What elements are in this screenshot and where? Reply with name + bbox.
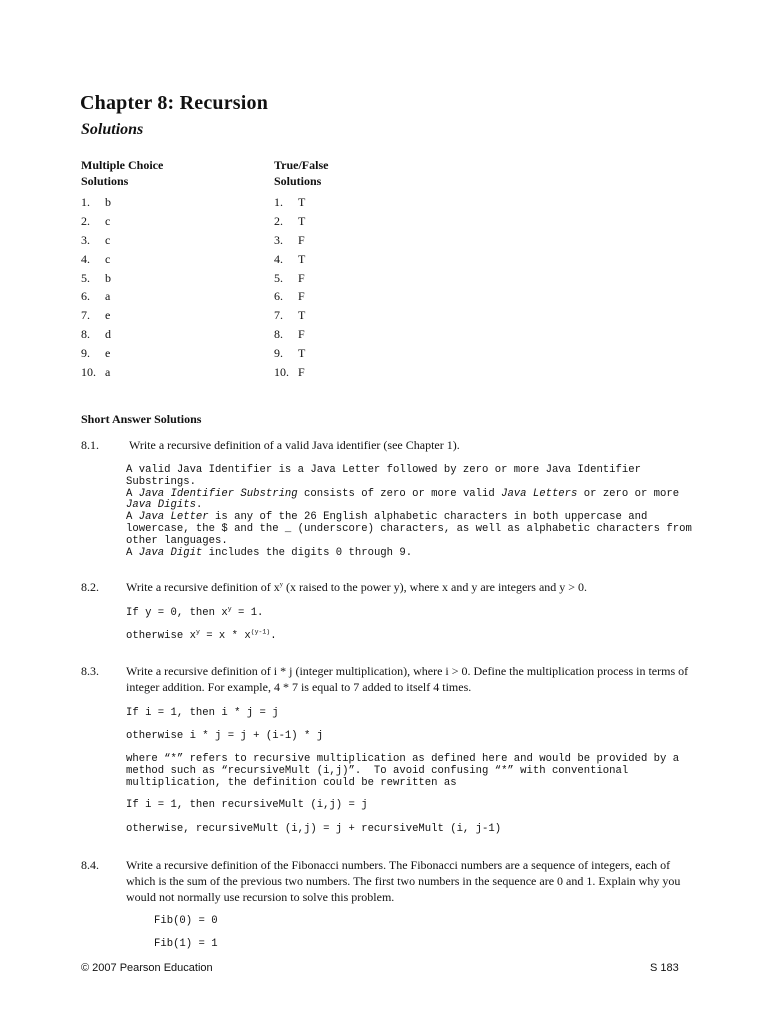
list-item <box>274 212 328 231</box>
answer-text: . <box>270 630 277 642</box>
question-number: 8.1. <box>81 438 99 452</box>
answer-8-3-note: where “*” refers to recursive multiplication as defined here and would be provided by a method such as “recursiveMult (i,j)”. To avoid confusing “*” with conventional multiplication, the definition could be rewritten as <box>126 753 686 789</box>
item-answer: F <box>298 270 305 285</box>
item-number: 2. <box>274 213 283 228</box>
item-number: 10. <box>81 365 96 380</box>
true-false-heading <box>274 157 328 189</box>
true-false-heading-line2: Solutions <box>274 174 322 188</box>
answer-term: Java Digits <box>126 499 196 512</box>
list-item <box>274 344 328 363</box>
answer-text: otherwise x <box>126 630 196 642</box>
answer-8-2-line-1 <box>126 605 701 620</box>
list-item <box>274 306 328 325</box>
item-number: 7. <box>81 308 90 323</box>
true-false-heading-line1: True/False <box>274 158 329 172</box>
answer-term: Java Letter <box>138 511 209 524</box>
answer-text: consists of zero or more valid <box>297 487 502 500</box>
question-text-part: (x raised to the power y), where x and y are integers and y > 0. <box>283 580 588 594</box>
question-text: Write a recursive definition of a valid Java identifier (see Chapter 1). <box>129 438 460 452</box>
item-answer: a <box>105 365 111 380</box>
answer-term: Java Digit <box>138 546 203 559</box>
footer-page-number: S 183 <box>650 962 679 974</box>
question-number: 8.2. <box>81 580 99 594</box>
item-answer: F <box>298 327 305 342</box>
answer-text: = x * x <box>199 630 251 642</box>
item-number: 3. <box>274 232 283 247</box>
answer-line: A valid Java Identifier is a Java Letter followed by zero or more Java Identifier Substrings. <box>126 464 648 488</box>
section-title: Solutions <box>81 121 144 138</box>
item-answer: e <box>105 346 111 361</box>
answer-line <box>126 548 701 560</box>
answer-8-1 <box>126 465 701 559</box>
answer-term: Java Letters <box>501 487 578 500</box>
item-number: 10. <box>274 365 289 380</box>
list-item <box>274 363 328 382</box>
list-item <box>274 193 328 212</box>
item-answer: F <box>298 232 305 247</box>
item-answer: T <box>298 308 306 323</box>
exponent: (y-1) <box>250 628 271 636</box>
answer-8-3-line-1: If i = 1, then i * j = j <box>126 707 279 719</box>
item-answer: T <box>298 195 306 209</box>
list-item <box>81 193 163 212</box>
list-item <box>81 231 163 250</box>
answer-8-2-line-2 <box>126 628 701 643</box>
item-answer: a <box>105 289 111 304</box>
answer-text: . <box>195 499 203 512</box>
answer-text: includes the digits 0 through 9. <box>202 546 413 559</box>
list-item <box>81 287 163 306</box>
item-answer: e <box>105 308 111 323</box>
item-number: 6. <box>274 289 283 304</box>
answer-text: A <box>126 511 139 524</box>
question-text: Write a recursive definition of the Fibonacci numbers. The Fibonacci numbers are a sequence of integers, each of which is the sum of the previous two numbers. The first two numbers in the sequence are 0 and 1. Explain why you would not normally use recursion to solve this problem. <box>126 858 681 904</box>
answer-text: or zero or more <box>577 487 686 500</box>
item-answer: b <box>105 270 111 285</box>
item-number: 7. <box>274 308 283 323</box>
item-number: 3. <box>81 232 90 247</box>
exponent: y <box>195 628 200 636</box>
question-8-3 <box>81 663 691 695</box>
item-number: 5. <box>274 270 283 285</box>
true-false-list <box>274 193 328 382</box>
question-text: Write a recursive definition of i * j (integer multiplication), where i > 0. Define the multiplication process in terms of integer addition. For example, 4 * 7 is equal to 7 added to itself 4 times. <box>126 664 689 694</box>
multiple-choice-heading-line2: Solutions <box>81 174 129 188</box>
answer-text: A <box>126 487 139 500</box>
exponent: y <box>227 605 232 613</box>
item-answer: b <box>105 195 111 209</box>
item-number: 8. <box>81 327 90 342</box>
answer-text: = 1. <box>231 607 264 619</box>
question-text-part: Write a recursive definition of x <box>126 580 280 594</box>
item-answer: T <box>298 346 306 361</box>
item-answer: d <box>105 327 111 342</box>
item-number: 1. <box>81 195 90 209</box>
list-item <box>81 212 163 231</box>
list-item <box>274 287 328 306</box>
answer-8-3-line-2: otherwise i * j = j + (i-1) * j <box>126 730 324 742</box>
list-item <box>81 269 163 288</box>
list-item <box>81 325 163 344</box>
true-false-column <box>274 157 328 382</box>
item-answer: T <box>298 213 306 228</box>
list-item <box>274 325 328 344</box>
question-number: 8.4. <box>81 858 99 872</box>
answer-8-4-line-2: Fib(1) = 1 <box>154 938 218 950</box>
question-number: 8.3. <box>81 664 99 678</box>
list-item <box>81 344 163 363</box>
answer-line <box>126 489 701 513</box>
item-answer: c <box>105 232 111 247</box>
item-number: 1. <box>274 195 283 209</box>
item-answer: F <box>298 289 305 304</box>
item-number: 9. <box>81 346 90 361</box>
chapter-title: Chapter 8: Recursion <box>80 92 269 114</box>
item-number: 2. <box>81 213 90 228</box>
list-item <box>81 363 163 382</box>
multiple-choice-list <box>81 193 163 382</box>
list-item <box>274 269 328 288</box>
question-8-2 <box>81 579 691 595</box>
answer-text: is any of the 26 English alphabetic characters in both uppercase and lowercase, the $ and the _ (underscore) characters, as well as alphabetic characters from other languages. <box>126 511 699 547</box>
question-8-1 <box>81 437 691 453</box>
item-number: 5. <box>81 270 90 285</box>
item-number: 4. <box>81 251 90 266</box>
item-number: 6. <box>81 289 90 304</box>
list-item <box>274 250 328 269</box>
answer-8-3-line-4: If i = 1, then recursiveMult (i,j) = j <box>126 799 368 811</box>
item-answer: c <box>105 213 111 228</box>
answer-term: Java Identifier Substring <box>138 487 298 500</box>
question-text <box>126 579 691 595</box>
item-number: 9. <box>274 346 283 361</box>
answer-text: A <box>126 546 139 559</box>
list-item <box>81 306 163 325</box>
exponent: y <box>279 581 284 588</box>
multiple-choice-heading-line1: Multiple Choice <box>81 158 164 172</box>
item-answer: F <box>298 365 305 380</box>
item-number: 8. <box>274 327 283 342</box>
item-number: 4. <box>274 251 283 266</box>
list-item <box>274 231 328 250</box>
answer-8-3-line-5: otherwise, recursiveMult (i,j) = j + recursiveMult (i, j-1) <box>126 823 502 835</box>
multiple-choice-heading <box>81 157 163 189</box>
item-answer: T <box>298 251 306 266</box>
multiple-choice-column <box>81 157 163 382</box>
answer-8-4-line-1: Fib(0) = 0 <box>154 915 218 927</box>
answer-text: If y = 0, then x <box>126 607 228 619</box>
footer-copyright: © 2007 Pearson Education <box>81 962 213 974</box>
list-item <box>81 250 163 269</box>
item-answer: c <box>105 251 111 266</box>
question-8-4 <box>81 857 691 905</box>
short-answer-title: Short Answer Solutions <box>81 412 202 426</box>
answer-line <box>126 512 701 547</box>
